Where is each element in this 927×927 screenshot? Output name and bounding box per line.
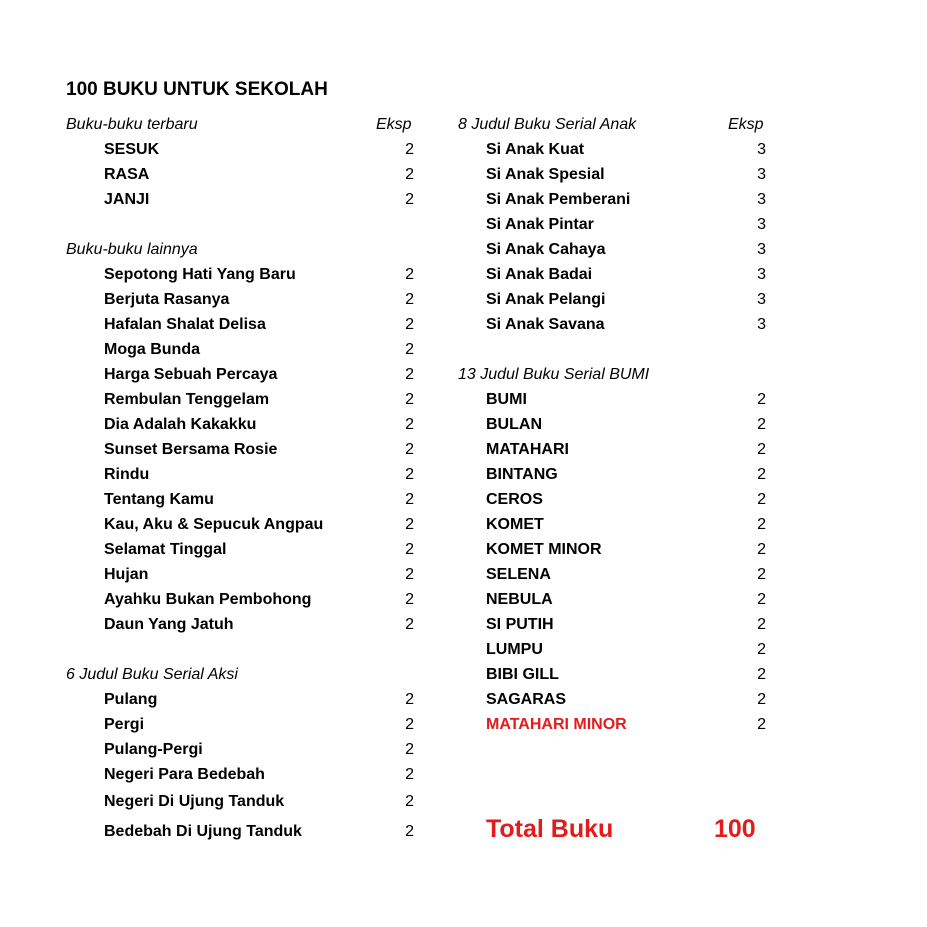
book-title: CEROS: [486, 491, 543, 508]
book-qty: 2: [405, 441, 414, 458]
book-title: RASA: [104, 166, 150, 183]
book-title: KOMET: [486, 516, 544, 533]
section-heading-aksi: 6 Judul Buku Serial Aksi: [66, 666, 238, 683]
book-title: Pulang-Pergi: [104, 741, 203, 758]
book-qty: 3: [757, 166, 766, 183]
book-title: Si Anak Pemberani: [486, 191, 631, 208]
book-qty: 2: [405, 141, 414, 158]
book-qty: 2: [405, 366, 414, 383]
book-qty: 3: [757, 291, 766, 308]
book-qty: 2: [757, 591, 766, 608]
book-qty: 2: [757, 641, 766, 658]
book-qty: 2: [757, 466, 766, 483]
section-heading-anak: 8 Judul Buku Serial Anak: [458, 116, 637, 133]
total-label: Total Buku: [486, 815, 614, 843]
book-title: JANJI: [104, 191, 150, 208]
book-title: BULAN: [486, 416, 542, 433]
book-qty: 2: [757, 716, 766, 733]
book-title: Harga Sebuah Percaya: [104, 366, 278, 383]
book-title: Si Anak Badai: [486, 266, 593, 283]
book-title: Pergi: [104, 716, 145, 733]
book-qty: 2: [757, 666, 766, 683]
book-title: Negeri Di Ujung Tanduk: [104, 793, 285, 810]
book-qty: 2: [405, 466, 414, 483]
book-qty: 2: [405, 491, 414, 508]
book-title: SELENA: [486, 566, 551, 583]
book-title: Si Anak Savana: [486, 316, 605, 333]
book-qty: 2: [405, 166, 414, 183]
section-heading-bumi: 13 Judul Buku Serial BUMI: [458, 366, 650, 383]
book-qty: 2: [405, 541, 414, 558]
book-qty: 2: [757, 516, 766, 533]
book-title: Daun Yang Jatuh: [104, 616, 234, 633]
book-qty: 2: [405, 341, 414, 358]
book-title: Bedebah Di Ujung Tanduk: [104, 823, 302, 840]
book-qty: 3: [757, 141, 766, 158]
total-value: 100: [714, 815, 756, 843]
book-qty: 2: [757, 391, 766, 408]
book-title: Pulang: [104, 691, 158, 708]
book-title: Negeri Para Bedebah: [104, 766, 265, 783]
book-qty: 2: [405, 823, 414, 840]
book-title: KOMET MINOR: [486, 541, 602, 558]
book-title: SI PUTIH: [486, 616, 554, 633]
book-title: BUMI: [486, 391, 527, 408]
book-title: MATAHARI: [486, 441, 569, 458]
book-qty: 3: [757, 316, 766, 333]
book-title: SAGARAS: [486, 691, 567, 708]
book-title: Kau, Aku & Sepucuk Angpau: [104, 516, 324, 533]
book-qty: 2: [405, 391, 414, 408]
book-title: Hafalan Shalat Delisa: [104, 316, 266, 333]
section-heading-terbaru: Buku-buku terbaru: [66, 116, 198, 133]
book-qty: 2: [405, 266, 414, 283]
book-title: Rembulan Tenggelam: [104, 391, 270, 408]
book-title-highlighted: MATAHARI MINOR: [486, 716, 627, 733]
book-title: Tentang Kamu: [104, 491, 214, 508]
book-qty: 2: [405, 793, 414, 810]
book-qty: 2: [405, 291, 414, 308]
eksp-header-right: Eksp: [728, 116, 764, 133]
book-qty: 2: [757, 566, 766, 583]
book-title: Si Anak Pintar: [486, 216, 594, 233]
book-qty: 3: [757, 266, 766, 283]
book-qty: 2: [757, 441, 766, 458]
book-title: Selamat Tinggal: [104, 541, 227, 558]
book-title: Dia Adalah Kakakku: [104, 416, 257, 433]
book-title: Ayahku Bukan Pembohong: [104, 591, 312, 608]
book-title: Sepotong Hati Yang Baru: [104, 266, 296, 283]
book-qty: 2: [405, 316, 414, 333]
book-qty: 2: [405, 691, 414, 708]
book-title: BIBI GILL: [486, 666, 559, 683]
book-title: Moga Bunda: [104, 341, 200, 358]
book-qty: 3: [757, 216, 766, 233]
book-qty: 2: [757, 416, 766, 433]
book-title: SESUK: [104, 141, 160, 158]
book-title: BINTANG: [486, 466, 558, 483]
book-title: Si Anak Spesial: [486, 166, 605, 183]
book-title: NEBULA: [486, 591, 553, 608]
book-qty: 2: [757, 691, 766, 708]
book-title: Si Anak Pelangi: [486, 291, 606, 308]
book-title: LUMPU: [486, 641, 543, 658]
book-qty: 2: [405, 191, 414, 208]
book-qty: 3: [757, 191, 766, 208]
book-qty: 2: [405, 616, 414, 633]
book-qty: 2: [405, 741, 414, 758]
book-title: Hujan: [104, 566, 149, 583]
book-qty: 2: [405, 516, 414, 533]
book-qty: 2: [405, 766, 414, 783]
book-title: Berjuta Rasanya: [104, 291, 230, 308]
eksp-header-left: Eksp: [376, 116, 412, 133]
section-heading-lainnya: Buku-buku lainnya: [66, 241, 198, 258]
book-title: Sunset Bersama Rosie: [104, 441, 278, 458]
book-title: Si Anak Cahaya: [486, 241, 606, 258]
book-qty: 2: [757, 491, 766, 508]
book-title: Si Anak Kuat: [486, 141, 585, 158]
book-qty: 2: [757, 616, 766, 633]
book-title: Rindu: [104, 466, 150, 483]
book-qty: 2: [405, 416, 414, 433]
book-qty: 2: [757, 541, 766, 558]
page-title: 100 BUKU UNTUK SEKOLAH: [66, 79, 328, 100]
book-qty: 2: [405, 591, 414, 608]
book-qty: 2: [405, 716, 414, 733]
book-qty: 3: [757, 241, 766, 258]
book-qty: 2: [405, 566, 414, 583]
